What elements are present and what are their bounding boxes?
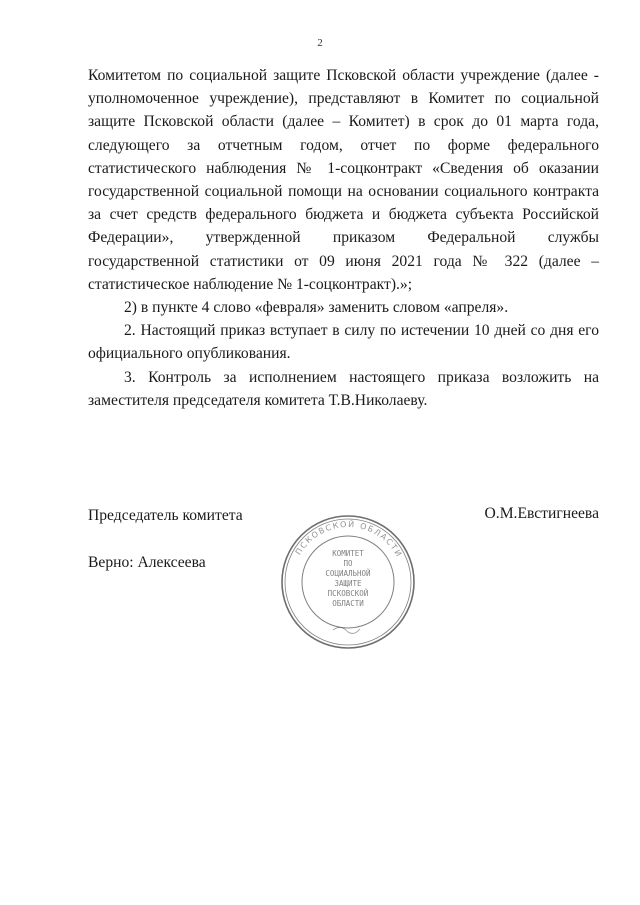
stamp-line: ЗАЩИТЕ [334,579,362,588]
verified-by: Верно: Алексеева [88,554,206,571]
official-seal-stamp [278,512,418,652]
paragraph-point-2: 2. Настоящий приказ вступает в силу по истечении 10 дней со дня его официального опубликования. [88,322,599,363]
stamp-line: СОЦИАЛЬНОЙ [325,569,371,578]
page-number: 2 [317,37,323,49]
stamp-line: ПСКОВСКОЙ [327,589,369,598]
stamp-ring-text: ПСКОВСКОЙ ОБЛАСТИ [293,519,404,560]
paragraph-point-3: 3. Контроль за исполнением настоящего приказа возложить на заместителя председателя комитета Т.В.Николаеву. [88,368,599,409]
stamp-line: КОМИТЕТ [332,549,364,558]
paragraph-continuation: Комитетом по социальной защите Псковской области учреждение (далее - уполномоченное учреждение), представляют в Комитет по социальной защите Псковской области (далее – Комитет) в срок до 01 марта года, следующего за отчетным годом, отчет по форме федерального статистического наблюдения № 1-соцконтракт «Сведения об оказании государственной социальной помощи на основании социального контракта за счет средств федерального бюджета и бюджета субъекта Российской Федерации», утвержденной приказом Федеральной службы государственной статистики от 09 июня 2021 года № 322 (далее – статистическое наблюдение № 1-соцконтракт).»; [88,67,599,293]
signature-title: Председатель комитета [88,507,243,524]
stamp-line: ОБЛАСТИ [332,599,364,608]
signature-name: О.М.Евстигнеева [484,505,599,522]
stamp-line: ПО [343,559,353,568]
document-body [88,64,599,412]
paragraph-item-2: 2) в пункте 4 слово «февраля» заменить словом «апреля». [124,299,509,317]
